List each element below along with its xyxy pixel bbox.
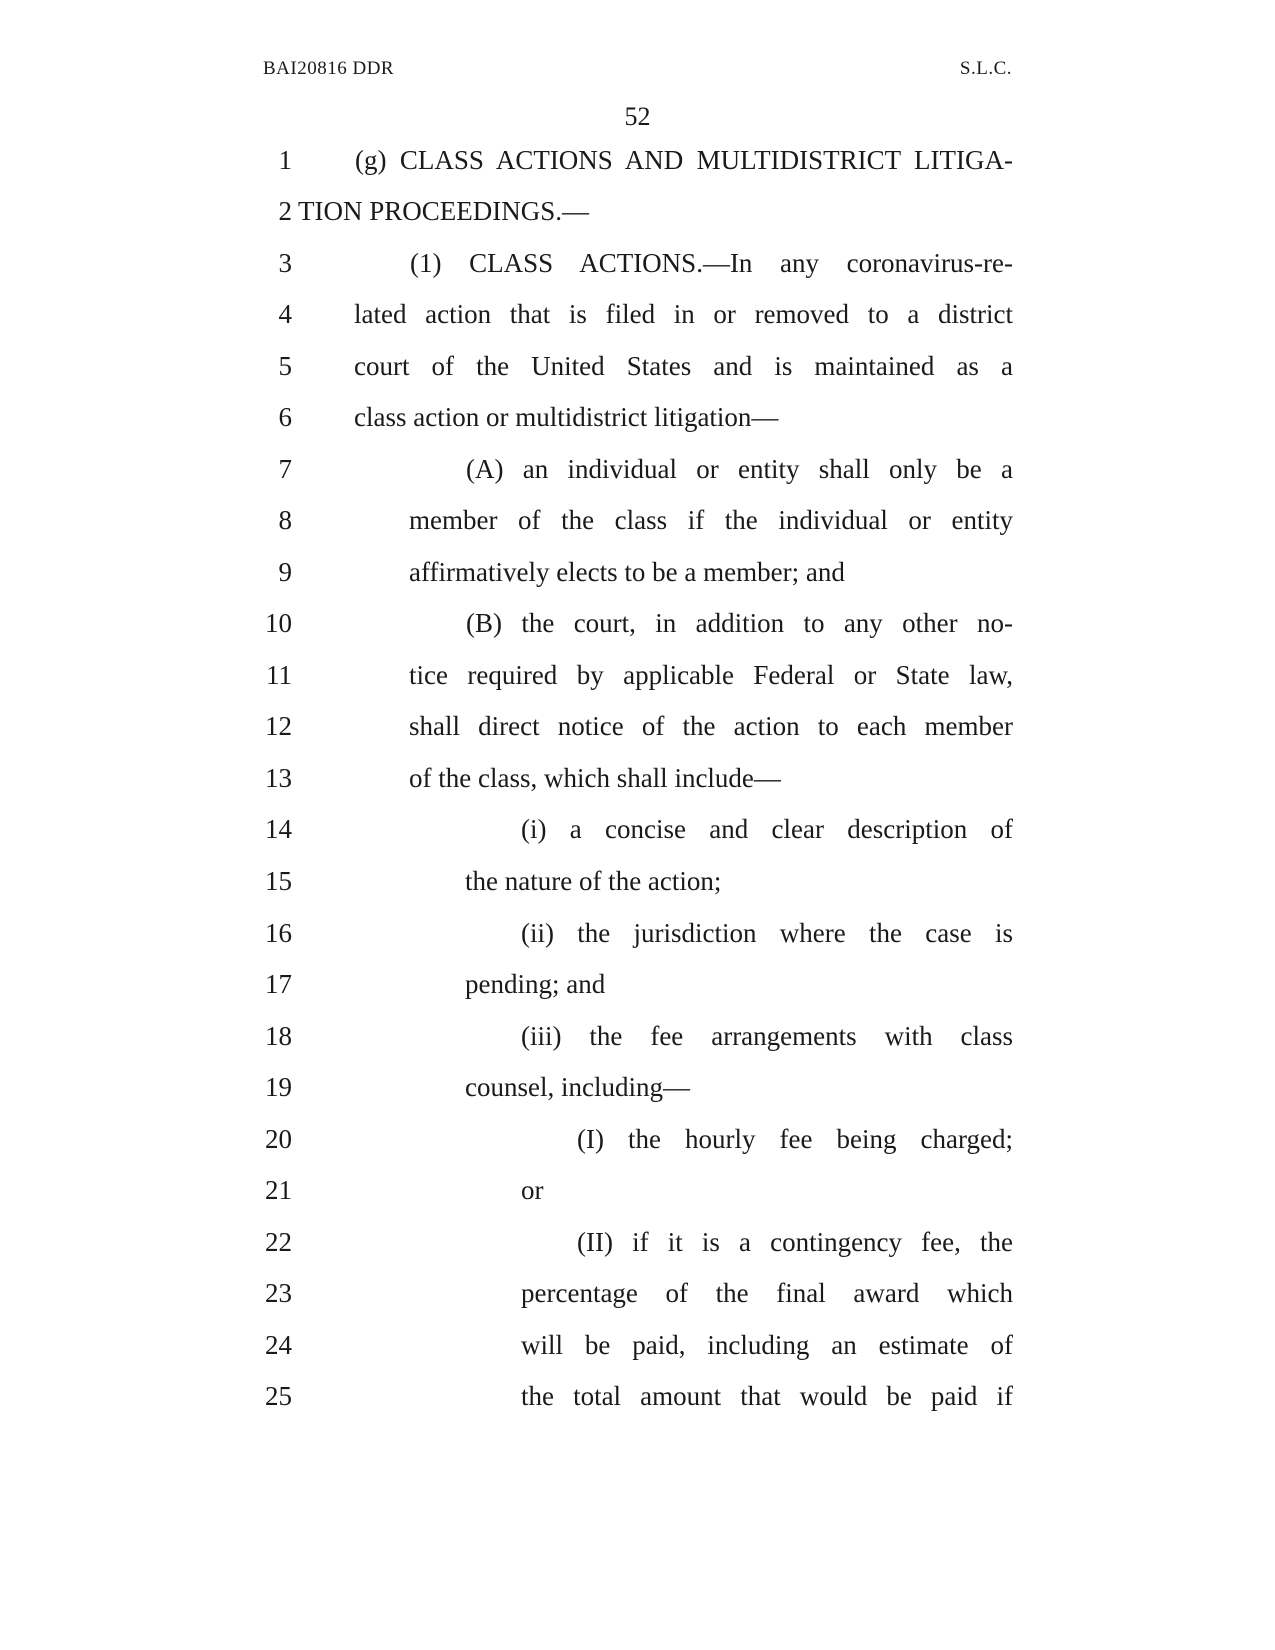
line-number: 23 xyxy=(265,1278,292,1308)
line-number: 3 xyxy=(278,248,292,278)
line-text: (II) if it is a contingency fee, the xyxy=(577,1227,1013,1257)
line-text: TION PROCEEDINGS.— xyxy=(298,196,590,226)
line-text: (1) CLASS ACTIONS.—In any coronavirus-re- xyxy=(410,248,1013,278)
line-text: pending; and xyxy=(465,969,606,999)
line-number: 18 xyxy=(265,1021,292,1051)
line-text: (g) CLASS ACTIONS AND MULTIDISTRICT LITIGA- xyxy=(355,145,1013,175)
line-number: 14 xyxy=(265,814,292,844)
line-text: class action or multidistrict litigation— xyxy=(354,402,779,432)
line-text: percentage of the final award which xyxy=(521,1278,1013,1308)
line-number: 15 xyxy=(265,866,292,896)
line-text: (iii) the fee arrangements with class xyxy=(521,1021,1013,1051)
line-text: or xyxy=(521,1175,544,1205)
slc-marker: S.L.C. xyxy=(959,58,1012,79)
line-number: 2 xyxy=(278,196,292,226)
line-text: (i) a concise and clear description of xyxy=(521,814,1013,844)
line-text: (A) an individual or entity shall only be a xyxy=(466,454,1013,484)
line-number: 10 xyxy=(265,608,292,638)
line-text: tice required by applicable Federal or State law, xyxy=(409,660,1013,690)
line-number: 7 xyxy=(278,454,292,484)
line-text: counsel, including— xyxy=(465,1072,690,1102)
line-number: 1 xyxy=(278,145,292,175)
line-text: the total amount that would be paid if xyxy=(521,1381,1013,1411)
line-text: (I) the hourly fee being charged; xyxy=(577,1124,1013,1154)
line-text: (B) the court, in addition to any other no- xyxy=(466,608,1013,638)
line-text: lated action that is filed in or removed to a district xyxy=(354,299,1013,329)
line-number: 25 xyxy=(265,1381,292,1411)
line-text: court of the United States and is maintained as a xyxy=(354,351,1013,381)
line-text: the nature of the action; xyxy=(465,866,722,896)
line-text: shall direct notice of the action to each member xyxy=(409,711,1013,741)
line-text: (ii) the jurisdiction where the case is xyxy=(521,918,1013,948)
line-number: 20 xyxy=(265,1124,292,1154)
line-text: member of the class if the individual or entity xyxy=(409,505,1013,535)
line-number: 12 xyxy=(265,711,292,741)
line-number: 8 xyxy=(278,505,292,535)
page-number: 52 xyxy=(624,102,651,131)
line-number: 16 xyxy=(265,918,292,948)
line-text: will be paid, including an estimate of xyxy=(521,1330,1013,1360)
line-number: 6 xyxy=(278,402,292,432)
line-text: of the class, which shall include— xyxy=(409,763,781,793)
line-number: 13 xyxy=(265,763,292,793)
line-number: 24 xyxy=(265,1330,292,1360)
line-number: 19 xyxy=(265,1072,292,1102)
line-number: 4 xyxy=(278,299,292,329)
line-text: affirmatively elects to be a member; and xyxy=(409,557,845,587)
line-number: 11 xyxy=(266,660,292,690)
line-number: 5 xyxy=(278,351,292,381)
line-number: 17 xyxy=(265,969,292,999)
line-number: 9 xyxy=(278,557,292,587)
document-id: BAI20816 DDR xyxy=(263,58,395,79)
line-number: 22 xyxy=(265,1227,292,1257)
line-number: 21 xyxy=(265,1175,292,1205)
